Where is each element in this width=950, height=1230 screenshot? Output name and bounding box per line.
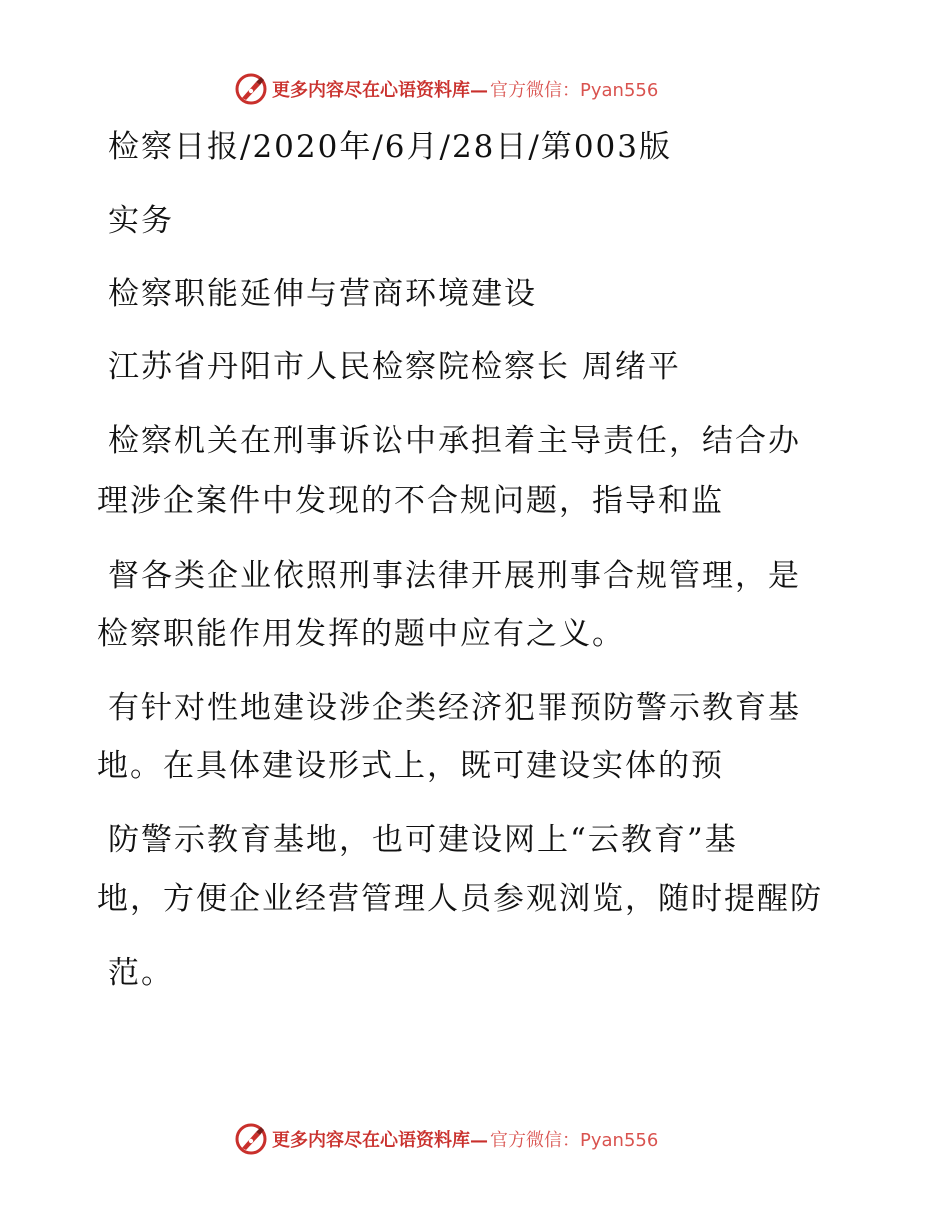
article-title: 检察职能延伸与营商环境建设 bbox=[108, 276, 537, 312]
paragraph1-line3: 督各类企业依照刑事法律开展刑事合规管理，是 bbox=[108, 558, 801, 594]
paragraph2-line3: 防警示教育基地，也可建设网上“云教育”基 bbox=[108, 822, 738, 858]
watermark-header bbox=[234, 72, 658, 106]
paragraph2-line1: 有针对性地建设涉企类经济犯罪预防警示教育基 bbox=[108, 690, 801, 726]
watermark-text: 更多内容尽在心语资料库— bbox=[272, 80, 488, 101]
section-label: 实务 bbox=[108, 203, 174, 239]
watermark-text: 更多内容尽在心语资料库— bbox=[272, 1130, 488, 1151]
pen-logo-icon bbox=[234, 72, 268, 106]
paragraph1-line1: 检察机关在刑事诉讼中承担着主导责任，结合办 bbox=[108, 423, 801, 459]
paragraph2-line2: 地。在具体建设形式上，既可建设实体的预 bbox=[97, 748, 724, 784]
watermark-contact: 官方微信：Pyan556 bbox=[490, 1130, 659, 1151]
header-line: 检察日报/2020年/6月/28日/第003版 bbox=[108, 129, 673, 165]
paragraph1-line2: 理涉企案件中发现的不合规问题，指导和监 bbox=[97, 483, 724, 519]
watermark-contact: 官方微信：Pyan556 bbox=[490, 80, 659, 101]
watermark-footer bbox=[234, 1122, 658, 1156]
paragraph2-line5: 范。 bbox=[108, 955, 174, 991]
pen-logo-icon bbox=[234, 1122, 268, 1156]
paragraph1-line4: 检察职能作用发挥的题中应有之义。 bbox=[97, 616, 625, 652]
paragraph2-line4: 地，方便企业经营管理人员参观浏览，随时提醒防 bbox=[97, 881, 823, 917]
author-line: 江苏省丹阳市人民检察院检察长 周绪平 bbox=[108, 349, 681, 385]
